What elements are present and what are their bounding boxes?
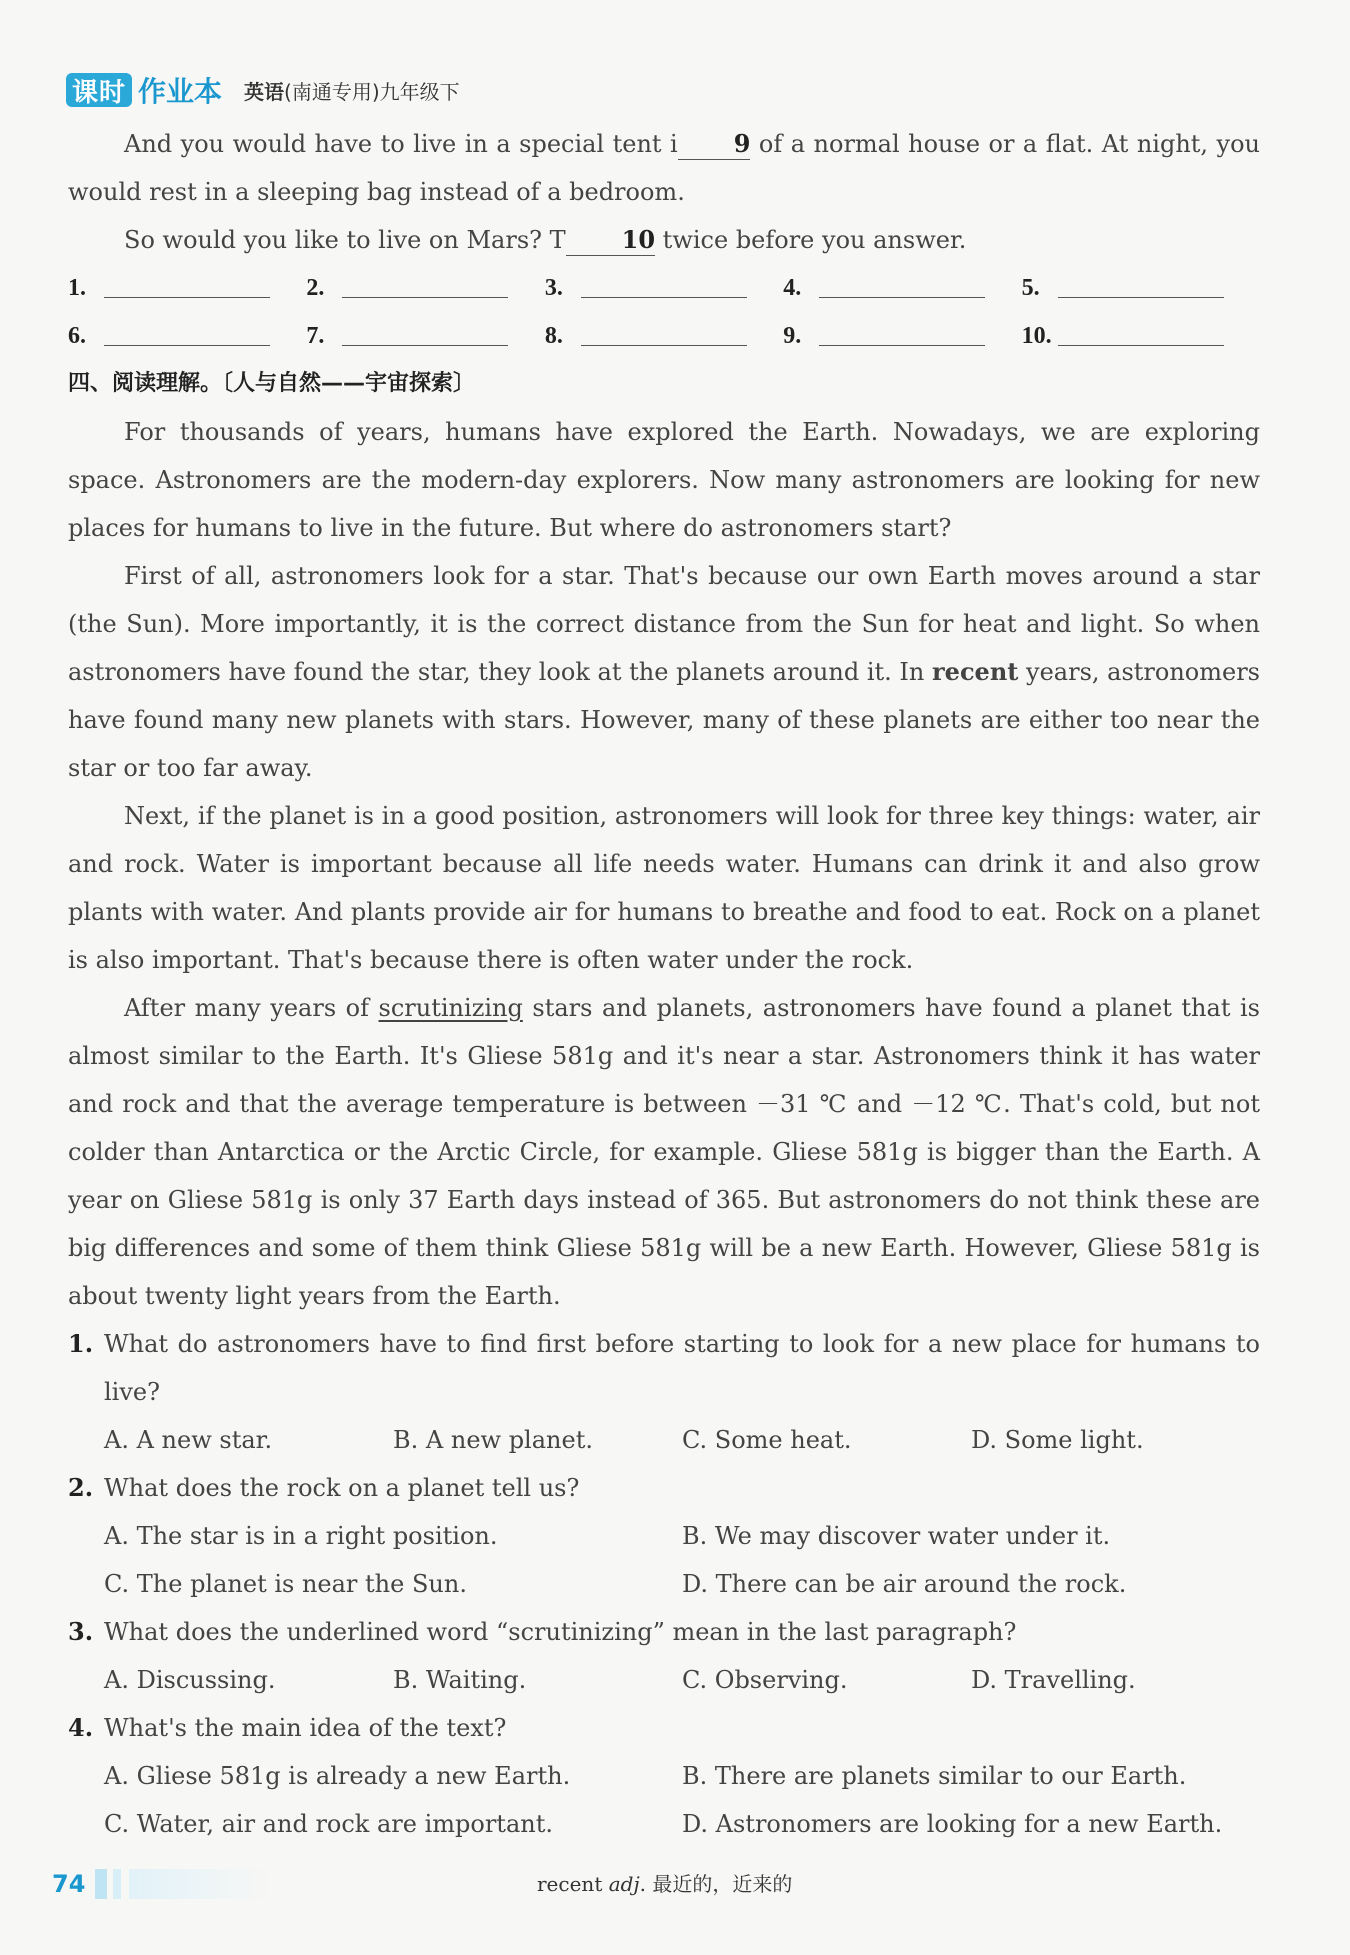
page-header (66, 70, 460, 110)
question-3: 3. What does the underlined word “scrutinizing” mean in the last paragraph? A. Discussing. B. Waiting. C. Observing. D. Travelling. (68, 1608, 1260, 1704)
answer-slot[interactable]: 1. (68, 264, 306, 312)
passage-paragraph-3: Next, if the planet is in a good position, astronomers will look for three key things: water, air and rock. Water is important because all life needs water. Humans can drink it and also grow plants with water. And plants provide air for humans to breathe and food to eat. Rock on a planet is also important. That's because there is often water under the rock. (68, 802, 1260, 974)
decorative-bar (113, 1869, 121, 1899)
page-number: 74 (52, 1870, 86, 1898)
option-c[interactable]: C. Water, air and rock are important. (104, 1810, 553, 1838)
answer-row-1 (68, 264, 1260, 312)
section-title: 四、阅读理解。〔人与自然——宇宙探索〕 (68, 371, 476, 396)
cloze-paragraph-1: And you would have to live in a special tent i 9 of a normal house or a flat. At night, you would rest in a sleeping bag instead of a bedroom. (68, 129, 1260, 206)
page-footer (52, 1862, 1302, 1906)
option-d[interactable]: D. Travelling. (971, 1666, 1136, 1694)
option-c[interactable]: C. Observing. (682, 1666, 848, 1694)
answer-slot[interactable]: 10. (1022, 312, 1260, 360)
cloze-paragraph-2: So would you like to live on Mars? T 10 twice before you answer. (124, 225, 967, 254)
answer-slot[interactable]: 5. (1022, 264, 1260, 312)
logo-text: 作业本 (138, 75, 223, 108)
question-4: 4. What's the main idea of the text? A. Gliese 581g is already a new Earth. B. There are planets similar to our Earth. C. Water, air and rock are important. D. Astronomers are looking for a new Earth. (68, 1704, 1260, 1848)
answer-slot[interactable]: 2. (306, 264, 544, 312)
answer-slot[interactable]: 9. (783, 312, 1021, 360)
option-c[interactable]: C. The planet is near the Sun. (104, 1570, 467, 1598)
option-b[interactable]: B. We may discover water under it. (682, 1522, 1111, 1550)
option-a[interactable]: A. Discussing. (104, 1666, 276, 1694)
option-a[interactable]: A. A new star. (104, 1426, 273, 1454)
logo-badge: 课时 (66, 73, 132, 107)
decorative-bar (129, 1869, 269, 1899)
passage-paragraph-2: First of all, astronomers look for a star. That's because our own Earth moves around a star (the Sun). More importantly, it is the correct distance from the Sun for heat and light. So when astronomers have found the star, they look at the planets around it. In recent years, astronomers have found many new planets with stars. However, many of these planets are either too near the star or too far away. (68, 562, 1261, 782)
answer-slot[interactable]: 8. (545, 312, 783, 360)
option-d[interactable]: D. There can be air around the rock. (682, 1570, 1127, 1598)
answer-slot[interactable]: 4. (783, 264, 1021, 312)
option-b[interactable]: B. A new planet. (393, 1426, 593, 1454)
vocabulary-note: recent adj. 最近的，近来的 (537, 1872, 793, 1896)
subject-label: 英语(南通专用)九年级下 (244, 79, 460, 104)
answer-slot[interactable]: 7. (306, 312, 544, 360)
question-2: 2. What does the rock on a planet tell us? A. The star is in a right position. B. We may discover water under it. C. The planet is near the Sun. D. There can be air around the rock. (68, 1464, 1260, 1608)
cloze-blank-9: 9 (678, 129, 751, 160)
passage-paragraph-4: After many years of scrutinizing stars and planets, astronomers have found a planet that is almost similar to the Earth. It's Gliese 581g and it's near a star. Astronomers think it has water and rock and that the average temperature is between －31 ℃ and －12 ℃. That's cold, but not colder than Antarctica or the Arctic Circle, for example. Gliese 581g is bigger than the Earth. A year on Gliese 581g is only 37 Earth days instead of 365. But astronomers do not think these are big differences and some of them think Gliese 581g will be a new Earth. However, Gliese 581g is about twenty light years from the Earth. (68, 994, 1260, 1310)
answer-row-2 (68, 312, 1260, 360)
cloze-blank-10: 10 (566, 225, 655, 256)
page-content (68, 120, 1260, 1848)
question-1: 1. What do astronomers have to find first before starting to look for a new place for humans to live? A. A new star. B. A new planet. C. Some heat. D. Some light. (68, 1320, 1260, 1464)
underlined-word: scrutinizing (378, 994, 523, 1022)
option-a[interactable]: A. The star is in a right position. (104, 1522, 498, 1550)
option-c[interactable]: C. Some heat. (682, 1426, 852, 1454)
answer-slot[interactable]: 6. (68, 312, 306, 360)
option-b[interactable]: B. There are planets similar to our Earth. (682, 1762, 1187, 1790)
option-b[interactable]: B. Waiting. (393, 1666, 527, 1694)
option-d[interactable]: D. Some light. (971, 1426, 1144, 1454)
passage-paragraph-1: For thousands of years, humans have explored the Earth. Nowadays, we are exploring space. Astronomers are the modern-day explorers. Now many astronomers are looking for new places for humans to live in the future. But where do astronomers start? (68, 418, 1260, 542)
option-a[interactable]: A. Gliese 581g is already a new Earth. (104, 1762, 571, 1790)
option-d[interactable]: D. Astronomers are looking for a new Earth. (682, 1810, 1223, 1838)
answer-slot[interactable]: 3. (545, 264, 783, 312)
decorative-bar (95, 1869, 107, 1899)
bold-word-recent: recent (932, 657, 1019, 686)
